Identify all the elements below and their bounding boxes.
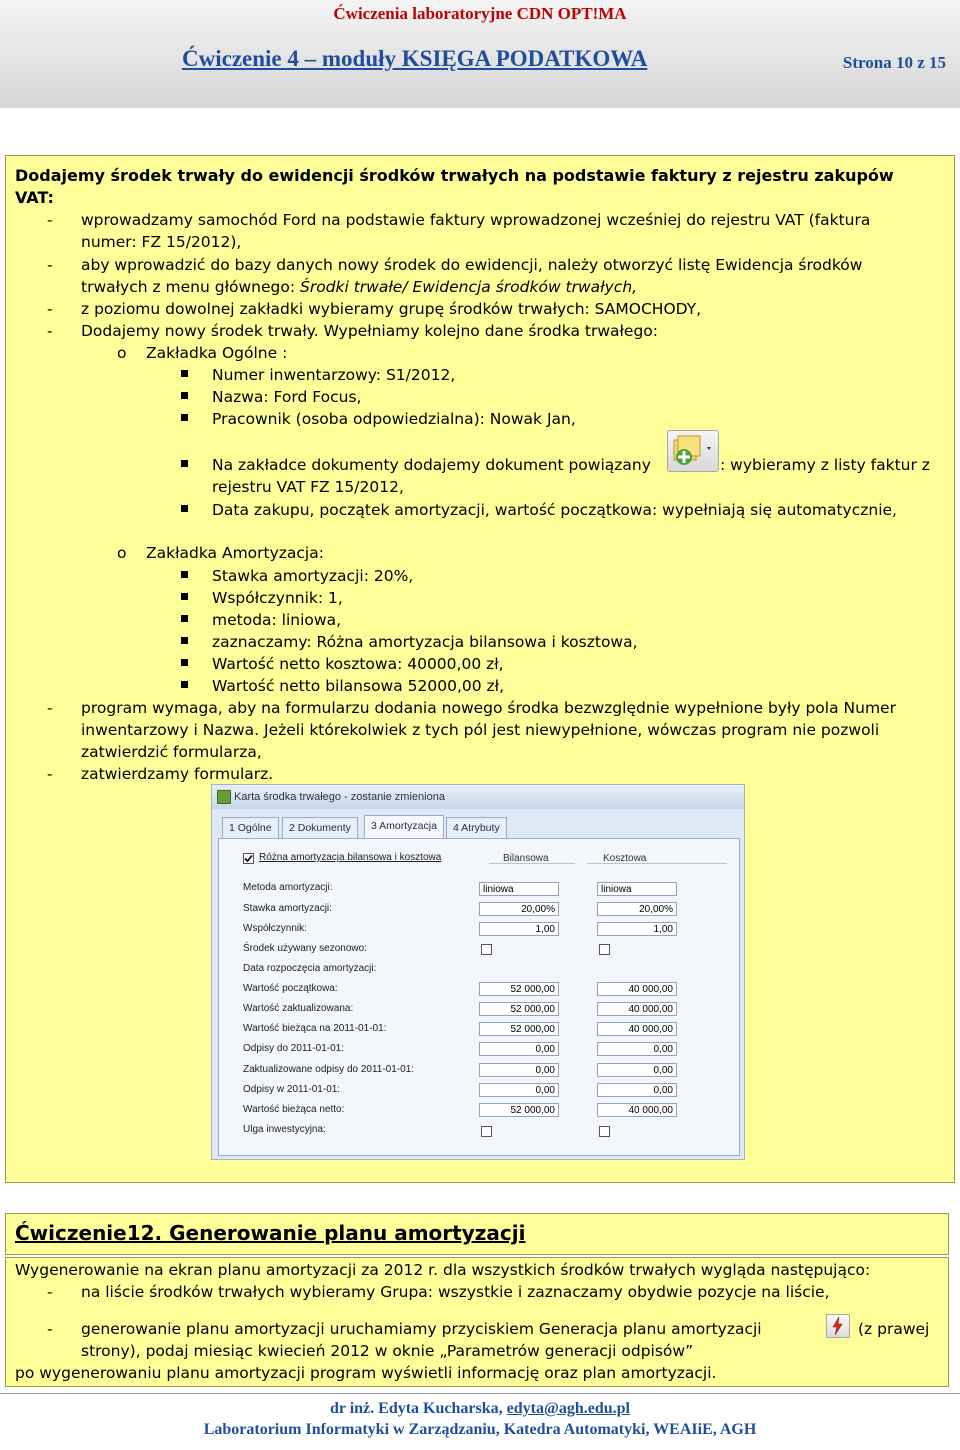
subheading-amortization-tab: Zakładka Amortyzacja: [146,544,324,562]
list-item: zaznaczamy: Różna amortyzacja bilansowa i kosztowa, [212,633,638,651]
step-text: wprowadzamy samochód Ford na podstawie faktury wprowadzonej wcześniej do rejestru VAT (faktura [81,211,871,229]
cost-writeoffs-year-field[interactable]: 0,00 [597,1083,677,1097]
section-heading: Dodajemy środek trwały do ewidencji środków trwałych na podstawie faktury z rejestru zakupów [15,166,894,185]
balance-initial-field[interactable]: 52 000,00 [479,982,559,996]
footer-rule [0,1393,960,1394]
field-label: Data rozpoczęcia amortyzacji: [243,963,377,974]
cost-updated-writeoffs-field[interactable]: 0,00 [597,1063,677,1077]
author-email-link[interactable]: edyta@agh.edu.pl [506,1400,630,1417]
bullet-square [181,593,188,600]
bullet-dash: - [47,699,53,717]
bullet-dash: - [47,256,53,274]
page-number: Strona 10 z 15 [842,53,946,72]
list-item: Stawka amortyzacji: 20%, [212,567,414,585]
balance-relief-checkbox[interactable] [481,1126,492,1137]
exercise-12-intro: Wygenerowanie na ekran planu amortyzacji za 2012 r. dla wszystkich środków trwałych wygląda następująco: [15,1261,871,1279]
step-text-cont: strony), podaj miesiąc kwiecień 2012 w oknie „Parametrów generacji odpisów” [81,1342,694,1360]
list-item: Wartość netto kosztowa: 40000,00 zł, [212,655,504,673]
cost-relief-checkbox[interactable] [599,1126,610,1137]
bullet-square [181,681,188,688]
field-label: Zaktualizowane odpisy do 2011-01-01: [243,1064,415,1075]
section-heading-cont: VAT: [15,188,54,207]
bullet-square [181,637,188,644]
lightning-icon [827,1315,849,1337]
author-name: dr inż. Edyta Kucharska, [330,1400,507,1417]
group-divider [587,863,727,864]
balance-net-field[interactable]: 52 000,00 [479,1103,559,1117]
list-item: Na zakładce dokumenty dodajemy dokument powiązany [212,456,651,474]
list-item-cont: rejestru VAT FZ 15/2012, [212,478,404,496]
balance-updated-field[interactable]: 52 000,00 [479,1002,559,1016]
different-amortization-checkbox[interactable] [243,853,254,864]
bullet-dash: - [47,1283,53,1301]
bullet-dash: - [47,1320,53,1338]
bullet-square [181,392,188,399]
list-item: Numer inwentarzowy: S1/2012, [212,366,456,384]
cost-updated-field[interactable]: 40 000,00 [597,1002,677,1016]
balance-method-select[interactable]: liniowa [479,882,559,896]
list-item: Data zakupu, początek amortyzacji, wartość początkowa: wypełniają się automatycznie, [212,501,897,519]
bullet-dash: - [47,300,53,318]
balance-seasonal-checkbox[interactable] [481,944,492,955]
add-linked-document-icon [667,430,719,472]
group-cost: Kosztowa [603,853,647,864]
step-text: zatwierdzić formularza, [81,743,262,761]
step-text: Dodajemy nowy środek trwały. Wypełniamy kolejno dane środka trwałego: [81,322,659,340]
step-text: aby wprowadzić do bazy danych nowy środek do ewidencji, należy otworzyć listę Ewidencja środków [81,256,863,274]
step-text: z poziomu dowolnej zakładki wybieramy grupę środków trwałych: SAMOCHODY, [81,300,702,318]
step-text: program wymaga, aby na formularzu dodania nowego środka bezwzględnie wypełnione były pola Numer [81,699,896,717]
balance-updated-writeoffs-field[interactable]: 0,00 [479,1063,559,1077]
bullet-circle: o [117,344,127,362]
field-label: Odpisy w 2011-01-01: [243,1084,341,1095]
group-divider [489,863,575,864]
bullet-square [181,414,188,421]
exercise-12-title: Ćwiczenie12. Generowanie planu amortyzacji [15,1221,526,1245]
tab-attributes[interactable]: 4 Atrybuty [446,817,507,838]
bullet-square [181,505,188,512]
check-icon [244,854,253,863]
step-text: zatwierdzamy formularz. [81,765,274,783]
generate-plan-icon [826,1314,850,1338]
tab-documents[interactable]: 2 Dokumenty [282,817,358,838]
cost-net-field[interactable]: 40 000,00 [597,1103,677,1117]
list-item: Współczynnik: 1, [212,589,343,607]
bullet-square [181,460,188,467]
cost-current-field[interactable]: 40 000,00 [597,1022,677,1036]
fixed-asset-card-window [211,784,745,1160]
cost-initial-field[interactable]: 40 000,00 [597,982,677,996]
step-text-prefix: trwałych z menu głównego: [81,278,300,296]
balance-current-field[interactable]: 52 000,00 [479,1022,559,1036]
cost-method-select[interactable]: liniowa [597,882,677,896]
group-balance: Bilansowa [503,853,549,864]
field-label: Współczynnik: [243,923,307,934]
list-item: Nazwa: Ford Focus, [212,388,362,406]
field-label: Wartość zaktualizowana: [243,1003,354,1014]
field-label: Odpisy do 2011-01-01: [243,1043,344,1054]
cost-seasonal-checkbox[interactable] [599,944,610,955]
subheading-general-tab: Zakładka Ogólne : [146,344,288,362]
field-label: Wartość bieżąca na 2011-01-01: [243,1023,387,1034]
footer-author [0,1400,960,1418]
bullet-circle: o [117,544,127,562]
field-label: Środek używany sezonowo: [243,943,367,954]
step-text: inwentarzowy i Nazwa. Jeżeli którekolwiek z tych pól jest niewypełnione, wówczas program nie pozwoli [81,721,880,739]
balance-writeoffs-field[interactable]: 0,00 [479,1042,559,1056]
window-title-bar [212,785,744,809]
step-text: numer: FZ 15/2012), [81,233,242,251]
tab-amortization[interactable]: 3 Amortyzacja [364,815,444,839]
field-label: Wartość bieżąca netto: [243,1104,345,1115]
window-title: Karta środka trwałego - zostanie zmieniona [234,791,445,803]
balance-writeoffs-year-field[interactable]: 0,00 [479,1083,559,1097]
bullet-square [181,615,188,622]
menu-path: Środki trwałe/ Ewidencja środków trwałych, [299,278,638,296]
balance-rate-field[interactable]: 20,00% [479,902,559,916]
bullet-square [181,659,188,666]
document-plus-icon [668,431,718,471]
field-label: Ulga inwestycyjna: [243,1124,326,1135]
step-text-cont: (z prawej [858,1320,930,1338]
exercise-12-result: po wygenerowaniu planu amortyzacji program wyświetli informację oraz plan amortyzacji. [15,1364,717,1382]
cost-coef-field[interactable]: 1,00 [597,922,677,936]
exercise-title: Ćwiczenie 4 – moduły KSIĘGA PODATKOWA [182,46,648,71]
field-label: Metoda amortyzacji: [243,882,333,893]
amortization-panel [218,838,740,1156]
field-label: Stawka amortyzacji: [243,903,332,914]
step-text [81,276,637,298]
step-text: na liście środków trwałych wybieramy Grupa: wszystkie i zaznaczamy obydwie pozycje na liście, [81,1283,830,1301]
cost-writeoffs-field[interactable]: 0,00 [597,1042,677,1056]
bullet-square [181,370,188,377]
window-app-icon [217,790,231,804]
step-text: generowanie planu amortyzacji uruchamiamy przyciskiem Generacja planu amortyzacji [81,1320,762,1338]
list-item: metoda: liniowa, [212,611,342,629]
bullet-dash: - [47,765,53,783]
document-series-title: Ćwiczenia laboratoryjne CDN OPT!MA [333,4,627,23]
bullet-dash: - [47,211,53,229]
balance-coef-field[interactable]: 1,00 [479,922,559,936]
list-item: Wartość netto bilansowa 52000,00 zł, [212,677,505,695]
list-item-cont: : wybieramy z listy faktur z [720,456,930,474]
cost-rate-field[interactable]: 20,00% [597,902,677,916]
bullet-square [181,571,188,578]
footer-lab: Laboratorium Informatyki w Zarządzaniu, Katedra Automatyki, WEAIiE, AGH [203,1421,757,1438]
bullet-dash: - [47,322,53,340]
tab-general[interactable]: 1 Ogólne [222,817,279,838]
different-amortization-label: Różna amortyzacja bilansowa i kosztowa [259,852,442,863]
list-item: Pracownik (osoba odpowiedzialna): Nowak Jan, [212,410,576,428]
field-label: Wartość początkowa: [243,983,338,994]
